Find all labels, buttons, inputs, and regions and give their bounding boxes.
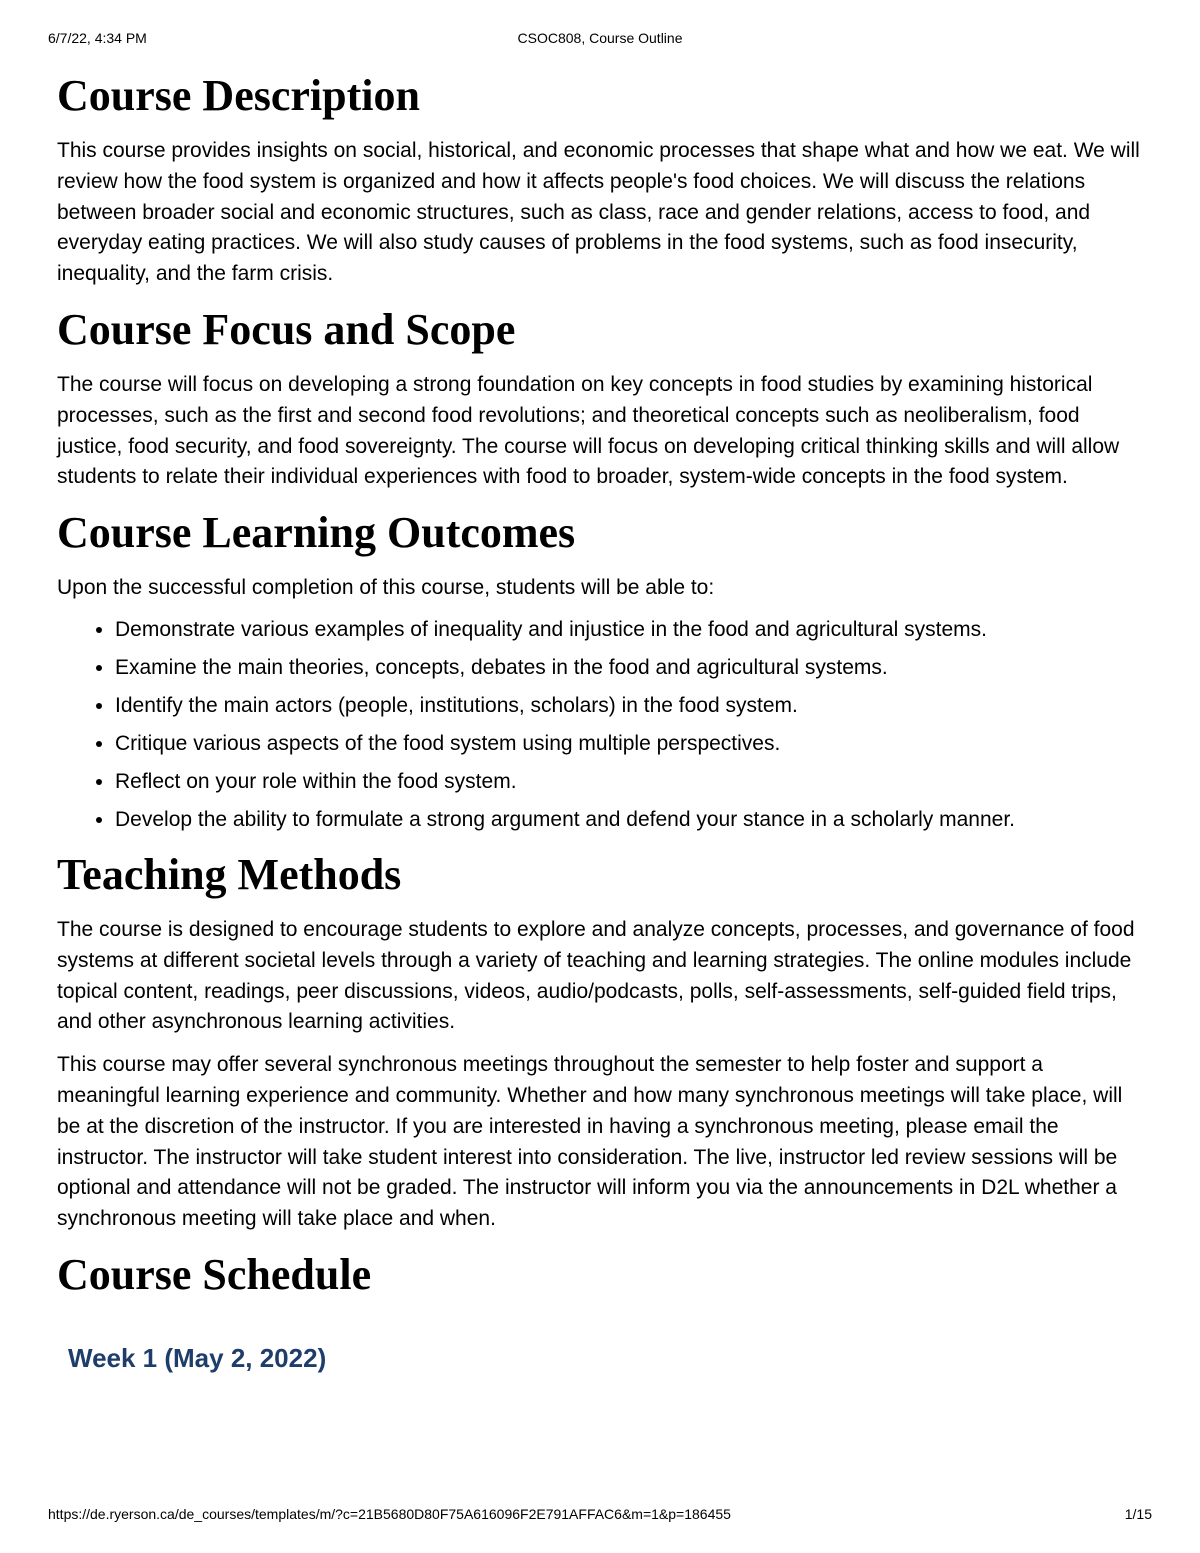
print-date: 6/7/22, 4:34 PM xyxy=(48,30,147,46)
outcome-item: • Demonstrate various examples of inequality and injustice in the food and agricultural systems. xyxy=(115,616,1147,643)
heading-course-focus: Course Focus and Scope xyxy=(57,304,516,354)
print-title: CSOC808, Course Outline xyxy=(517,30,683,46)
paragraph-outcomes-intro: Upon the successful completion of this course, students will be able to: xyxy=(57,576,715,600)
outcomes-list xyxy=(57,616,1147,833)
document-content xyxy=(57,70,1147,1388)
section-learning-outcomes xyxy=(57,507,1147,833)
section-teaching-methods xyxy=(57,849,1147,1235)
page-number: 1/15 xyxy=(1124,1506,1152,1522)
section-course-schedule xyxy=(57,1249,1147,1374)
outcome-item: • Develop the ability to formulate a strong argument and defend your stance in a scholarly manner. xyxy=(115,806,1147,833)
heading-course-description: Course Description xyxy=(57,71,420,120)
paragraph-teaching-methods-2: This course may offer several synchronous meetings throughout the semester to help foster and support a meaningful learning experience and community. Whether and how many synchronous meetings will take place, will be at the discretion of the instructor. If you are interested in having a synchronous meeting, please email the instructor. The instructor will take student interest into consideration. The live, instructor led review sessions will be optional and attendance will not be graded. The instructor will inform you via the announcements in D2L whether a synchronous meeting will take place and when. xyxy=(57,1053,1123,1231)
paragraph-course-focus: The course will focus on developing a strong foundation on key concepts in food studies by examining historical processes, such as the first and second food revolutions; and theoretical concepts such as neoliberalism, food justice, food security, and food sovereignty. The course will focus on developing critical thinking skills and will allow students to relate their individual experiences with food to broader, system-wide concepts in the food system. xyxy=(57,372,1120,489)
section-course-focus xyxy=(57,304,1147,493)
print-header xyxy=(48,30,1152,48)
outcome-item: • Identify the main actors (people, institutions, scholars) in the food system. xyxy=(115,692,1147,719)
week-1-heading[interactable]: Week 1 (May 2, 2022) xyxy=(68,1342,327,1373)
paragraph-teaching-methods-1: The course is designed to encourage students to explore and analyze concepts, processes, and governance of food systems at different societal levels through a variety of teaching and learning strategies. The online modules include topical content, readings, peer discussions, videos, audio/podcasts, polls, self-assessments, self-guided field trips, and other asynchronous learning activities. xyxy=(57,917,1135,1034)
heading-teaching-methods: Teaching Methods xyxy=(57,849,402,899)
outcome-item: • Examine the main theories, concepts, debates in the food and agricultural systems. xyxy=(115,654,1147,681)
paragraph-course-description: This course provides insights on social, historical, and economic processes that shape what and how we eat. We will review how the food system is organized and how it affects people's food choices. We will discuss the relations between broader social and economic structures, such as class, race and gender relations, access to food, and everyday eating practices. We will also study causes of problems in the food systems, such as food insecurity, inequality, and the farm crisis. xyxy=(57,139,1140,286)
heading-course-schedule: Course Schedule xyxy=(57,1249,372,1299)
print-url: https://de.ryerson.ca/de_courses/templates/m/?c=21B5680D80F75A616096F2E791AFFAC6&m=1&p=186455 xyxy=(48,1506,731,1522)
print-footer xyxy=(48,1506,1152,1524)
section-course-description xyxy=(57,70,1147,290)
heading-learning-outcomes: Course Learning Outcomes xyxy=(57,508,576,558)
outcome-item: • Critique various aspects of the food system using multiple perspectives. xyxy=(115,730,1147,757)
outcome-item: • Reflect on your role within the food system. xyxy=(115,768,1147,795)
